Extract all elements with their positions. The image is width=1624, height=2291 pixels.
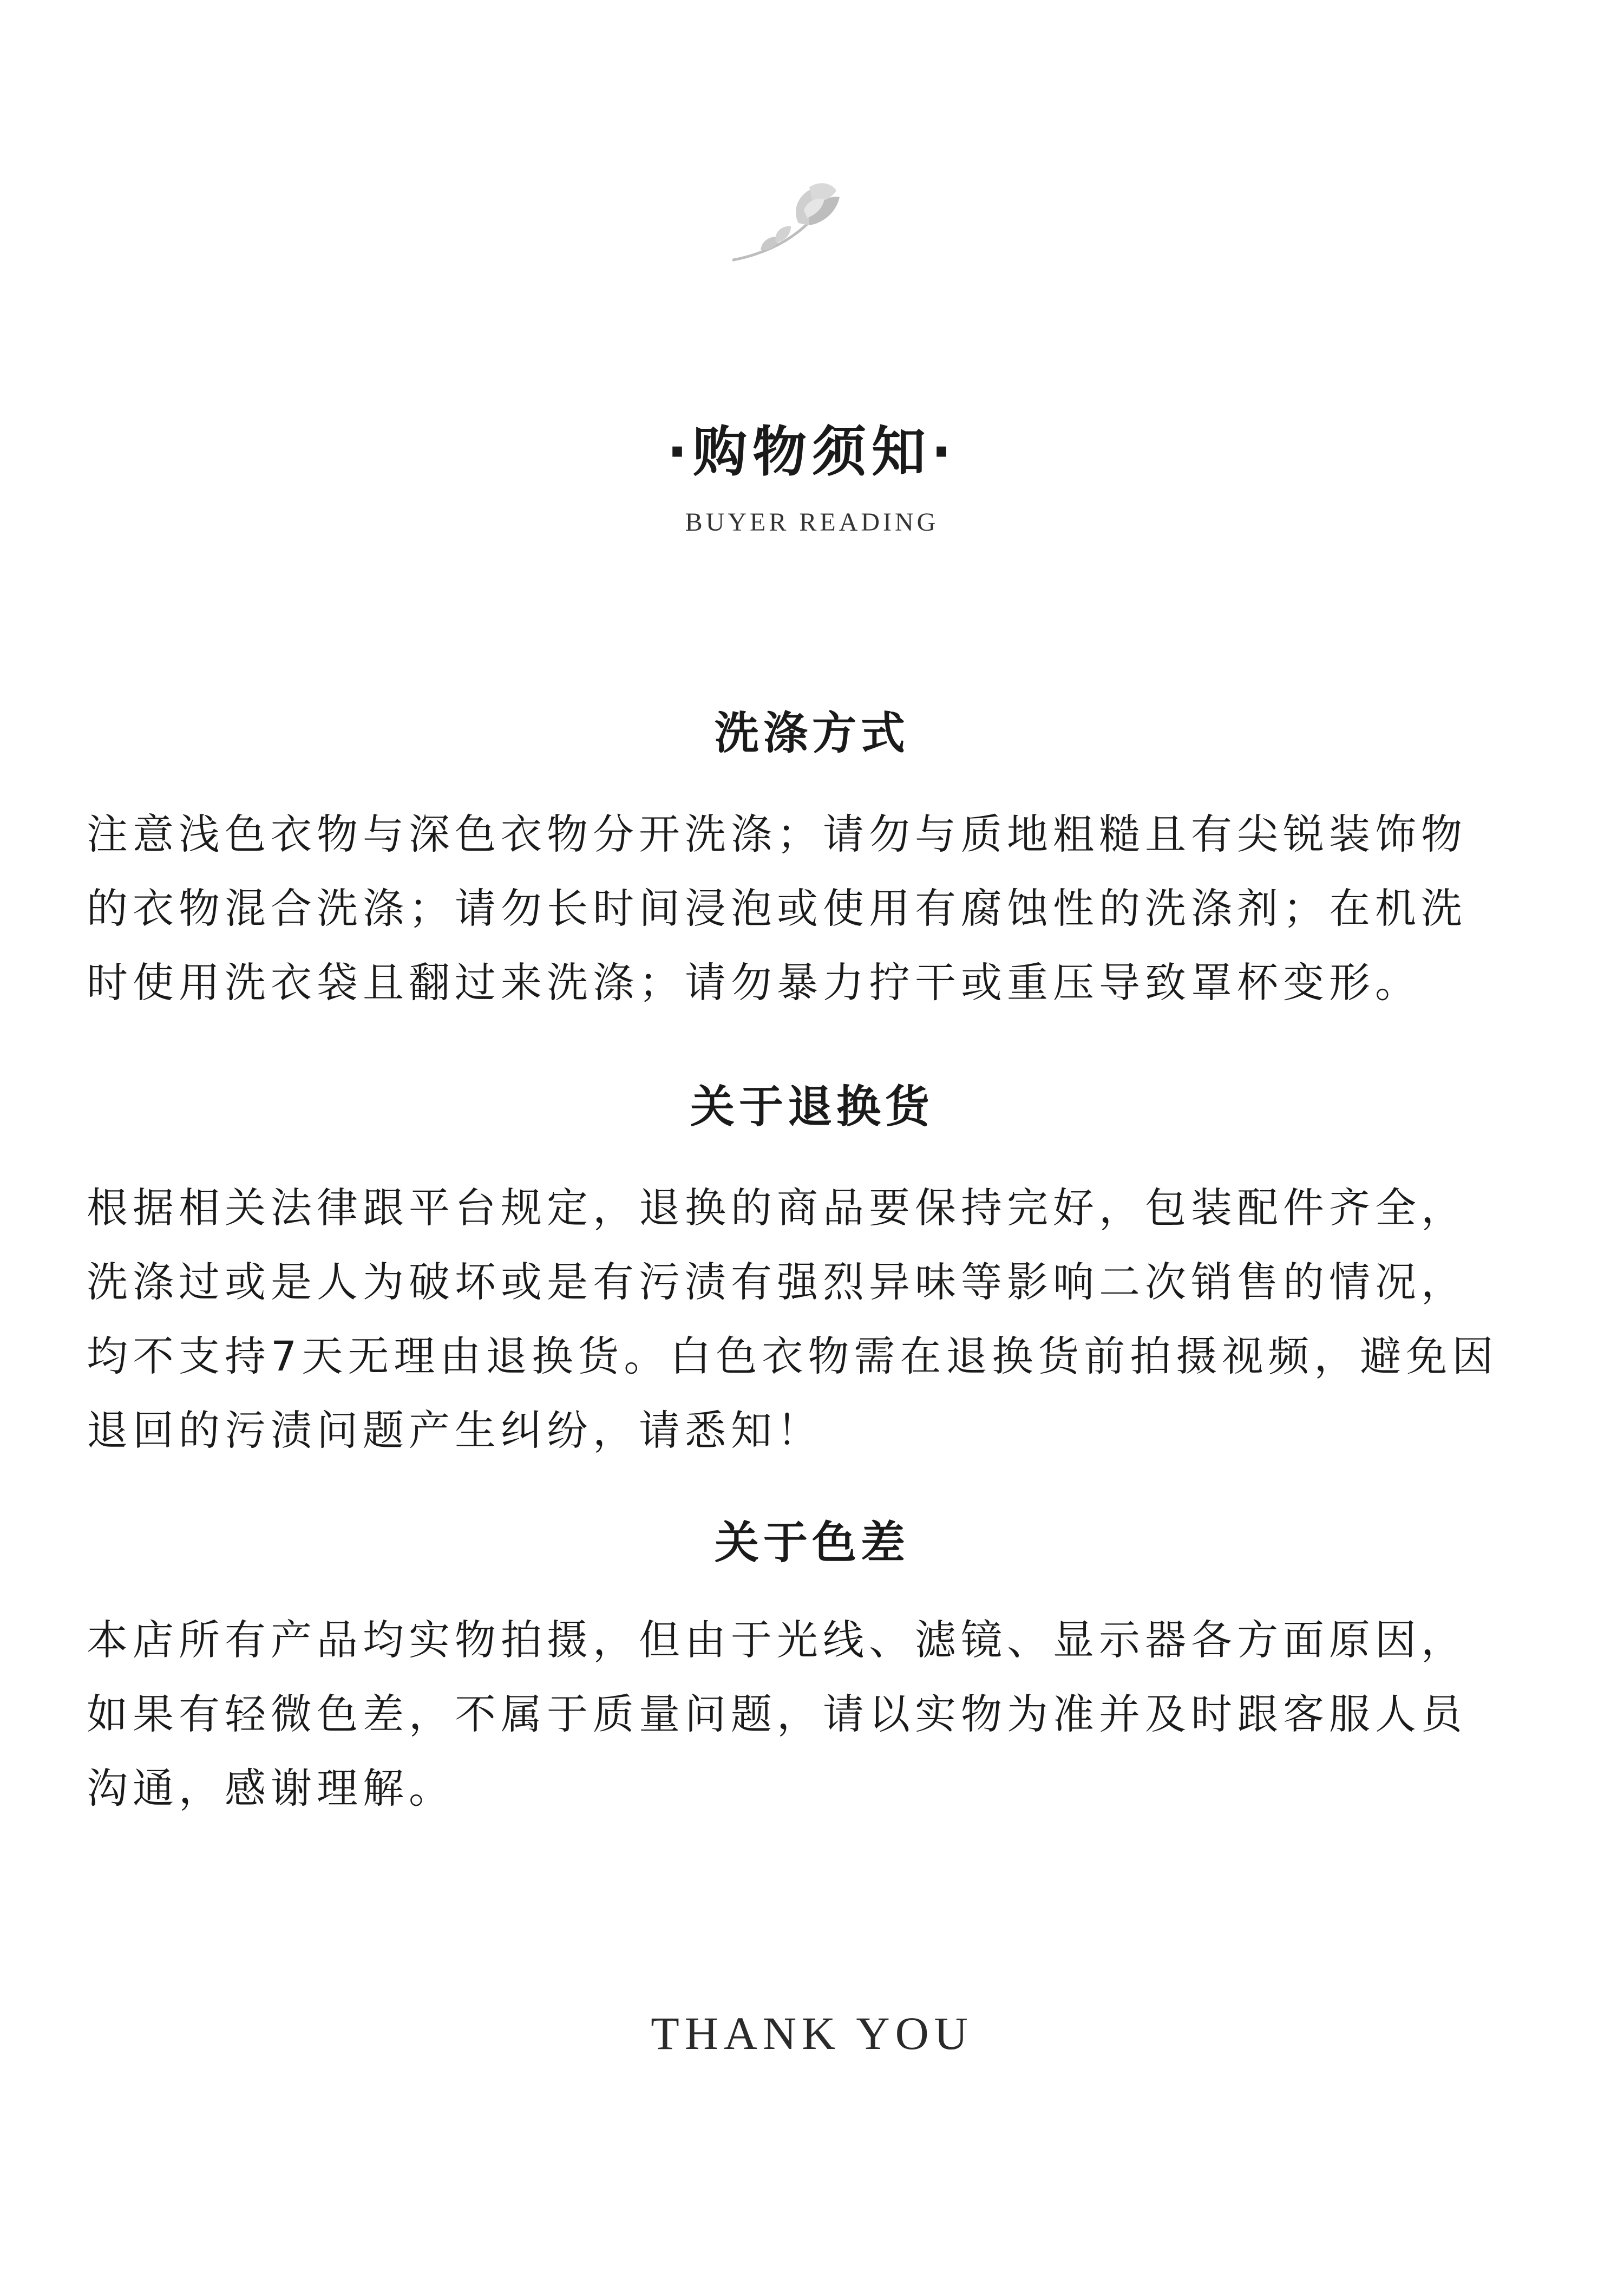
page-subtitle: BUYER READING [685,508,939,537]
section-title-returns: 关于退换货 [690,1081,934,1133]
body-line: 退回的污渍问题产生纠纷，请悉知！ [87,1406,823,1454]
body-line: 注意浅色衣物与深色衣物分开洗涤；请勿与质地粗糙且有尖锐装饰物 [87,810,1467,858]
section-body-color-difference [87,1603,1559,1825]
body-line: 的衣物混合洗涤；请勿长时间浸泡或使用有腐蚀性的洗涤剂；在机洗 [87,884,1467,932]
body-line: 均不支持7天无理由退换货。白色衣物需在退换货前拍摄视频，避免因 [87,1332,1498,1380]
page-title: ·购物须知· [667,420,957,484]
section-title-washing: 洗涤方式 [714,708,909,759]
body-line: 沟通，感谢理解。 [87,1764,455,1812]
body-line: 根据相关法律跟平台规定，退换的商品要保持完好，包装配件齐全， [87,1184,1467,1232]
section-body-returns [87,1171,1559,1467]
section-title-color-difference: 关于色差 [714,1517,909,1569]
body-line: 洗涤过或是人为破坏或是有污渍有强烈异味等影响二次销售的情况， [87,1258,1467,1306]
body-line: 如果有轻微色差，不属于质量问题，请以实物为准并及时跟客服人员 [87,1690,1467,1738]
body-line: 时使用洗衣袋且翻过来洗涤；请勿暴力拧干或重压导致罩杯变形。 [87,958,1421,1007]
section-body-washing [87,797,1559,1020]
rose-icon [728,179,858,265]
body-line: 本店所有产品均实物拍摄，但由于光线、滤镜、显示器各方面原因， [87,1616,1467,1664]
thank-you-text: THANK YOU [651,2007,973,2059]
